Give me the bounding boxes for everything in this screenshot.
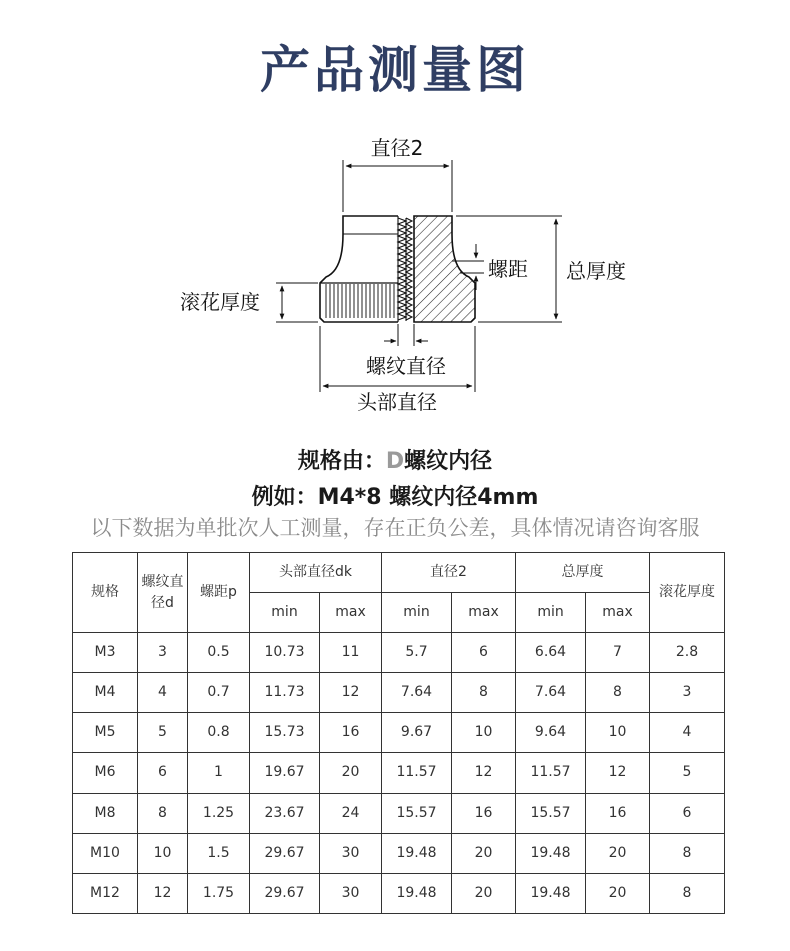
label-knurl-thickness: 滚花厚度 xyxy=(180,290,260,314)
thread-teeth xyxy=(398,216,412,322)
cell-spec: M5 xyxy=(73,713,138,753)
cell-head-max: 24 xyxy=(320,793,382,833)
spec-example: 例如：M4*8 螺纹内径4mm xyxy=(251,485,539,510)
table-row xyxy=(73,713,725,753)
header-thread-d: 螺纹直径d xyxy=(138,553,188,633)
cell-head-max: 11 xyxy=(320,633,382,673)
page-title: 产品测量图 xyxy=(260,41,530,99)
cell-thread-d: 12 xyxy=(138,873,188,913)
cell-total-max: 20 xyxy=(586,833,650,873)
header-spec: 规格 xyxy=(73,553,138,633)
table-row xyxy=(73,873,725,913)
cell-spec: M10 xyxy=(73,833,138,873)
cell-total-min: 11.57 xyxy=(516,753,586,793)
header-min: min xyxy=(250,593,320,633)
cell-d2-max: 16 xyxy=(452,793,516,833)
cell-knurl: 3 xyxy=(650,673,725,713)
cell-thread-d: 6 xyxy=(138,753,188,793)
spec-suffix: 螺纹内径 xyxy=(404,449,493,474)
cell-thread-d: 10 xyxy=(138,833,188,873)
cell-thread-d: 3 xyxy=(138,633,188,673)
cell-d2-max: 20 xyxy=(452,873,516,913)
cell-thread-d: 5 xyxy=(138,713,188,753)
header-max: max xyxy=(452,593,516,633)
cell-thread-d: 8 xyxy=(138,793,188,833)
cell-head-min: 29.67 xyxy=(250,833,320,873)
cell-spec: M3 xyxy=(73,633,138,673)
cell-head-min: 11.73 xyxy=(250,673,320,713)
cell-spec: M6 xyxy=(73,753,138,793)
cell-head-max: 12 xyxy=(320,673,382,713)
cell-total-max: 10 xyxy=(586,713,650,753)
cell-d2-max: 10 xyxy=(452,713,516,753)
cell-d2-min: 5.7 xyxy=(382,633,452,673)
label-total-thickness: 总厚度 xyxy=(566,259,626,283)
cell-knurl: 8 xyxy=(650,873,725,913)
cell-spec: M8 xyxy=(73,793,138,833)
cell-total-min: 6.64 xyxy=(516,633,586,673)
cell-d2-min: 19.48 xyxy=(382,873,452,913)
cell-pitch: 1.75 xyxy=(188,873,250,913)
cell-pitch: 0.5 xyxy=(188,633,250,673)
cell-spec: M12 xyxy=(73,873,138,913)
cell-spec: M4 xyxy=(73,673,138,713)
table-row xyxy=(73,633,725,673)
knurled-nut-drawing xyxy=(0,0,790,440)
cell-total-min: 19.48 xyxy=(516,833,586,873)
header-min: min xyxy=(516,593,586,633)
cell-total-max: 12 xyxy=(586,753,650,793)
label-diameter2: 直径2 xyxy=(370,136,424,160)
table-row xyxy=(73,753,725,793)
cell-head-min: 19.67 xyxy=(250,753,320,793)
cell-total-min: 9.64 xyxy=(516,713,586,753)
cell-head-min: 23.67 xyxy=(250,793,320,833)
header-knurl-thickness: 滚花厚度 xyxy=(650,553,725,633)
cell-head-min: 29.67 xyxy=(250,873,320,913)
cell-thread-d: 4 xyxy=(138,673,188,713)
cell-total-min: 7.64 xyxy=(516,673,586,713)
label-thread-diameter: 螺纹直径 xyxy=(366,354,446,378)
spec-prefix: 规格由： xyxy=(297,449,386,474)
header-diameter2: 直径2 xyxy=(382,553,516,593)
cell-head-max: 16 xyxy=(320,713,382,753)
cell-head-max: 30 xyxy=(320,873,382,913)
cell-head-max: 30 xyxy=(320,833,382,873)
cell-total-min: 19.48 xyxy=(516,873,586,913)
spec-highlight: D xyxy=(385,449,405,474)
cell-d2-max: 8 xyxy=(452,673,516,713)
tolerance-note: 以下数据为单批次人工测量，存在正负公差，具体情况请咨询客服 xyxy=(90,516,700,540)
cell-pitch: 0.8 xyxy=(188,713,250,753)
header-pitch: 螺距p xyxy=(188,553,250,633)
header-head-dk: 头部直径dk xyxy=(250,553,382,593)
knurl-pattern xyxy=(326,284,394,318)
cell-d2-max: 6 xyxy=(452,633,516,673)
nut-section-right xyxy=(414,216,475,322)
cell-d2-min: 19.48 xyxy=(382,833,452,873)
header-max: max xyxy=(320,593,382,633)
cell-pitch: 1.5 xyxy=(188,833,250,873)
cell-total-max: 16 xyxy=(586,793,650,833)
label-pitch: 螺距 xyxy=(488,257,528,281)
cell-total-max: 7 xyxy=(586,633,650,673)
cell-knurl: 2.8 xyxy=(650,633,725,673)
cell-d2-max: 20 xyxy=(452,833,516,873)
table-row xyxy=(73,673,725,713)
header-min: min xyxy=(382,593,452,633)
cell-pitch: 0.7 xyxy=(188,673,250,713)
header-max: max xyxy=(586,593,650,633)
cell-total-max: 20 xyxy=(586,873,650,913)
cell-knurl: 5 xyxy=(650,753,725,793)
cell-total-min: 15.57 xyxy=(516,793,586,833)
cell-d2-min: 9.67 xyxy=(382,713,452,753)
cell-head-min: 10.73 xyxy=(250,633,320,673)
cell-knurl: 6 xyxy=(650,793,725,833)
table-row xyxy=(73,833,725,873)
header-total-thickness: 总厚度 xyxy=(516,553,650,593)
cell-d2-min: 7.64 xyxy=(382,673,452,713)
spec-definition xyxy=(0,444,790,475)
cell-knurl: 8 xyxy=(650,833,725,873)
cell-head-min: 15.73 xyxy=(250,713,320,753)
cell-pitch: 1.25 xyxy=(188,793,250,833)
cell-knurl: 4 xyxy=(650,713,725,753)
cell-d2-min: 11.57 xyxy=(382,753,452,793)
cell-d2-max: 12 xyxy=(452,753,516,793)
spec-table xyxy=(72,552,725,914)
cell-pitch: 1 xyxy=(188,753,250,793)
label-head-diameter: 头部直径 xyxy=(357,390,437,414)
table-row xyxy=(73,793,725,833)
cell-total-max: 8 xyxy=(586,673,650,713)
cell-d2-min: 15.57 xyxy=(382,793,452,833)
cell-head-max: 20 xyxy=(320,753,382,793)
